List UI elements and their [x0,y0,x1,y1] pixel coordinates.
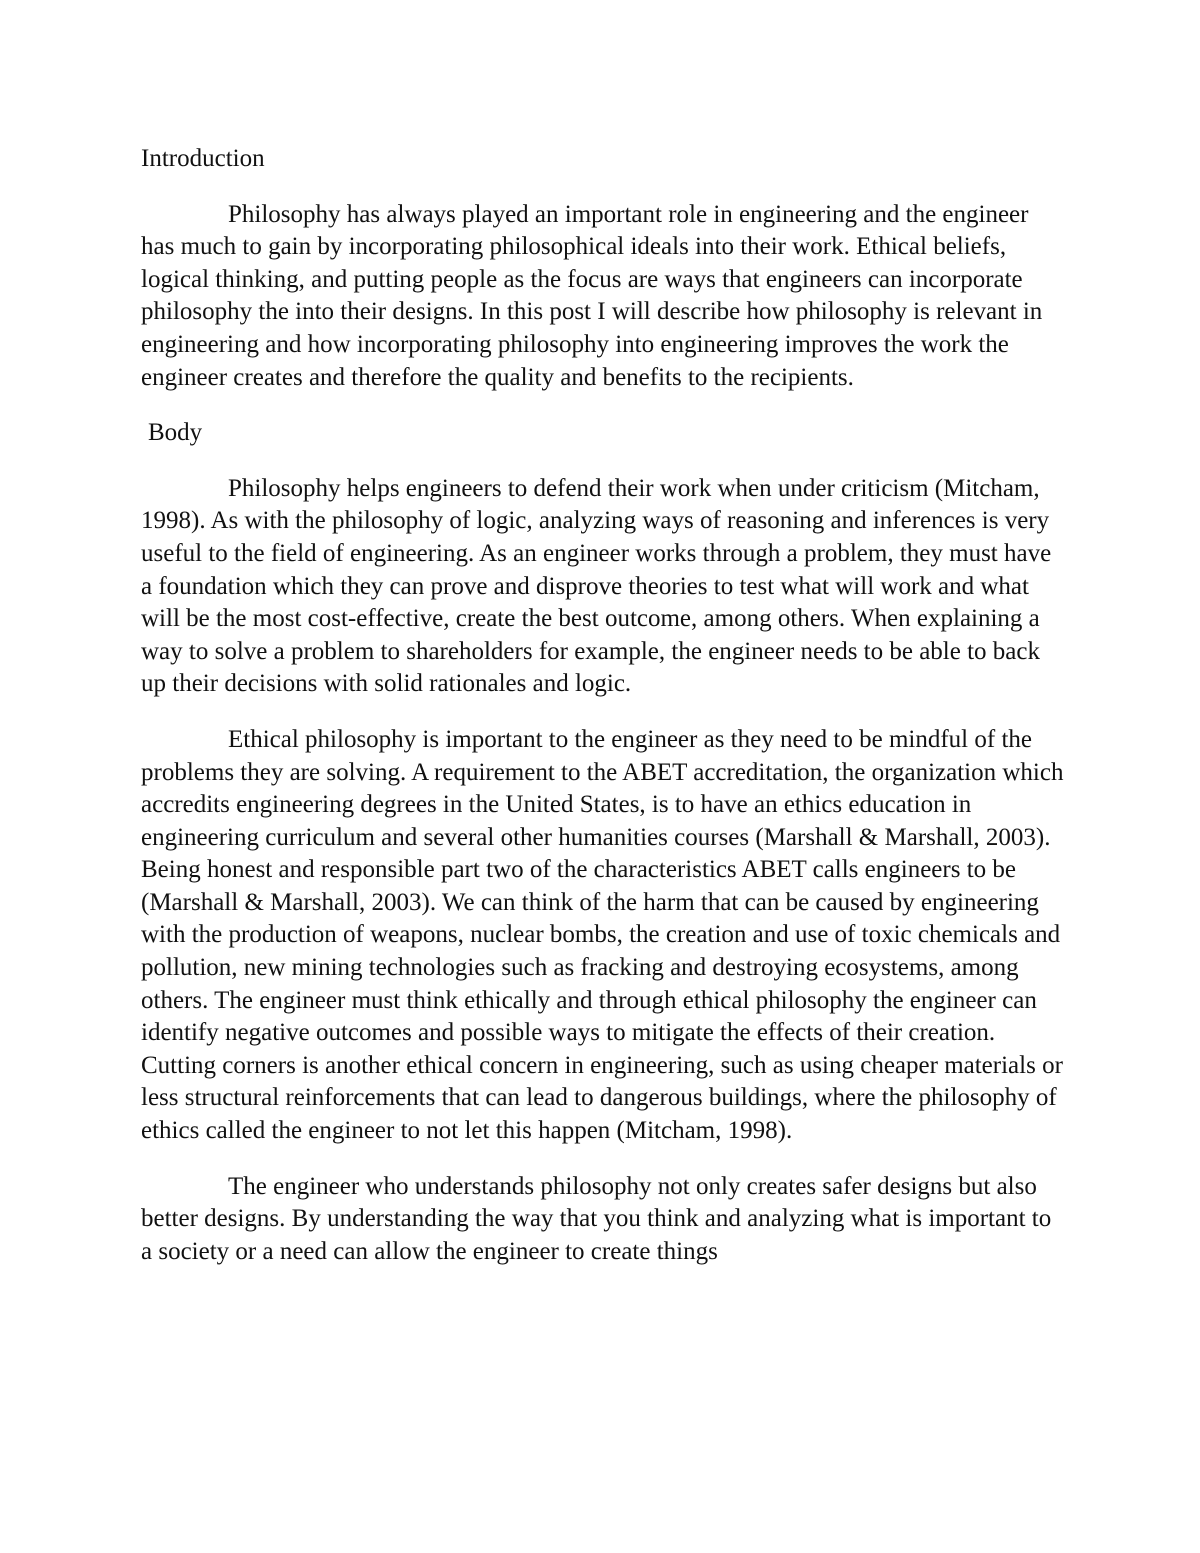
document-text [141,143,1066,1291]
body-paragraph-better-designs: The engineer who understands philosophy not only creates safer designs but also better designs. By understanding the way that you think and analyzing what is important to a society or a need can allow the engineer to create things [141,1172,1052,1265]
introduction-heading: Introduction [141,145,265,172]
body-paragraph-ethics: Ethical philosophy is important to the engineer as they need to be mindful of the problems they are solving. A requirement to the ABET accreditation, the organization which accredits engineering degrees in the United States, is to have an ethics education in engineering curriculum and several other humanities courses (Marshall & Marshall, 2003). Being honest and responsible part two of the characteristics ABET calls engineers to be (Marshall & Marshall, 2003). We can think of the harm that can be caused by engineering with the production of weapons, nuclear bombs, the creation and use of toxic chemicals and pollution, new mining technologies such as fracking and destroying ecosystems, among others. The engineer must think ethically and through ethical philosophy the engineer can identify negative outcomes and possible ways to mitigate the effects of their creation. Cutting corners is another ethical concern in engineering, such as using cheaper materials or less structural reinforcements that can lead to dangerous buildings, where the philosophy of ethics called the engineer to not let this happen (Mitcham, 1998). [141,725,1064,1145]
body-paragraph-logic: Philosophy helps engineers to defend their work when under criticism (Mitcham, 1998). As with the philosophy of logic, analyzing ways of reasoning and inferences is very useful to the field of engineering. As an engineer works through a problem, they must have a foundation which they can prove and disprove theories to test what will work and what will be the most cost-effective, create the best outcome, among others. When explaining a way to solve a problem to shareholders for example, the engineer needs to be able to back up their decisions with solid rationales and logic. [141,474,1052,698]
introduction-paragraph: Philosophy has always played an important role in engineering and the engineer has much to gain by incorporating philosophical ideals into their work. Ethical beliefs, logical thinking, and putting people as the focus are ways that engineers can incorporate philosophy the into their designs. In this post I will describe how philosophy is relevant in engineering and how incorporating philosophy into engineering improves the work the engineer creates and therefore the quality and benefits to the recipients. [141,200,1043,391]
body-heading: Body [148,419,203,447]
